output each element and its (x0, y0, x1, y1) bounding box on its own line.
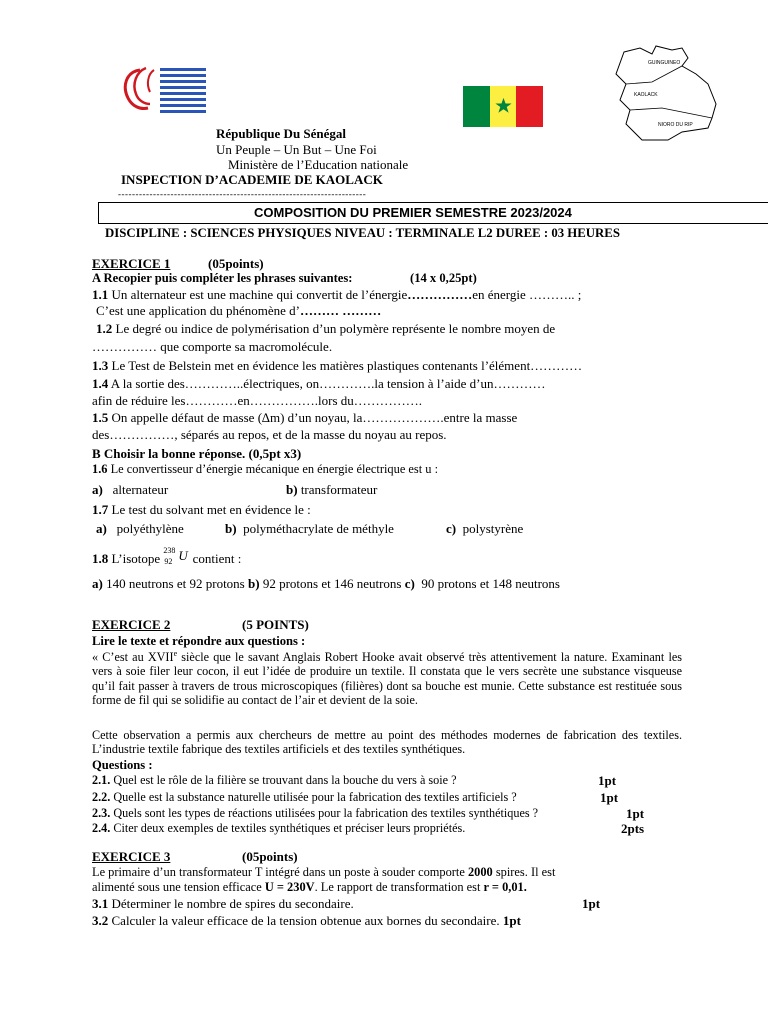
option-1-7-a (96, 521, 184, 536)
senegal-flag (463, 86, 543, 127)
exercise-3-intro-1 (92, 865, 555, 880)
question-points: 1pt (502, 913, 521, 928)
inspection-label: INSPECTION D’ACADEMIE DE KAOLACK (121, 172, 383, 187)
question-3-2 (92, 913, 521, 928)
question-1-7 (92, 502, 311, 517)
question-text: Le convertisseur d’énergie mécanique en énergie électrique est u : (110, 462, 439, 476)
question-1-2-line2: …………… que comporte sa macromolécule. (92, 339, 333, 354)
isotope-z: 92 (164, 557, 173, 566)
flag-star-icon (495, 97, 512, 114)
question-2-2 (92, 790, 517, 805)
question-number: 2.1. (92, 773, 111, 787)
map-label-nioro: NIORO DU RIP (658, 122, 693, 128)
exercise-2-instruction: Lire le texte et répondre aux questions : (92, 634, 306, 648)
option-label: a) (92, 482, 103, 497)
question-number: 1.2 (96, 321, 113, 336)
exercise-2-points: (5 POINTS) (242, 617, 309, 632)
question-1-6 (92, 462, 438, 477)
ratio-value: r = 0,01. (483, 880, 527, 894)
question-text: en énergie ……….. ; (472, 287, 582, 302)
option-label: c) (404, 576, 415, 591)
question-2-4 (92, 821, 465, 836)
blank: …………… (407, 287, 473, 302)
question-text: Calculer la valeur efficace de la tension obtenue aux bornes du secondaire. (111, 913, 500, 928)
question-number: 1.8 (92, 551, 109, 566)
question-1-1-line2 (96, 303, 381, 318)
republic-label: République Du Sénégal (216, 126, 347, 141)
exercise-1-heading: EXERCICE 1 (92, 256, 171, 271)
question-text: Quel est le rôle de la filière se trouvant dans la bouche du vers à soie ? (113, 773, 457, 787)
question-number: 1.3 (92, 358, 109, 373)
flag-green-band (463, 86, 490, 127)
ministry-logo (118, 64, 210, 114)
motto: Un Peuple – Un But – Une Foi (216, 142, 377, 157)
question-1-3 (92, 358, 582, 373)
isotope-notation (163, 546, 189, 566)
discipline-line: DISCIPLINE : SCIENCES PHYSIQUES NIVEAU : TERMINALE L2 DUREE : 03 HEURES (105, 226, 620, 240)
map-label-kaolack: KAOLACK (634, 92, 658, 98)
kaolack-region-map (612, 44, 722, 142)
option-text: 90 protons et 148 neutrons (421, 576, 560, 591)
isotope-symbol: U (178, 548, 188, 563)
question-number: 1.5 (92, 410, 109, 425)
passage-text: « C’est au XVII (92, 650, 174, 664)
reading-passage-2: Cette observation a permis aux chercheurs de mettre au point des méthodes modernes de fabrication des textiles. L’industrie textile fabrique des textiles artificiels et des textiles synthétiques. (92, 728, 682, 757)
primary-turns: 2000 (467, 865, 493, 879)
question-2-1 (92, 773, 456, 788)
option-label: a) (96, 521, 107, 536)
option-text: 92 protons et 146 neutrons (262, 576, 402, 591)
exercise-3-heading: EXERCICE 3 (92, 849, 171, 864)
option-1-6-b (286, 482, 377, 497)
question-text: On appelle défaut de masse (∆m) d’un noyau, la……………….entre la masse (111, 410, 518, 425)
option-text: polyméthacrylate de méthyle (243, 521, 394, 536)
question-number: 1.1 (92, 287, 109, 302)
intro-text: spires. Il est (492, 865, 556, 879)
question-1-4-line2: afin de réduire les…………en…………….lors du……………. (92, 393, 423, 408)
question-1-4 (92, 376, 546, 391)
isotope-mass: 238 (163, 546, 176, 555)
flag-yellow-band (490, 86, 517, 127)
exercise-2-heading: EXERCICE 2 (92, 617, 171, 632)
question-text: L’isotope (111, 551, 161, 566)
passage-text: siècle que le savant Anglais Robert Hooke avait observé très attentivement la nature. Examinant les vers à soie filer leur cocon, il eut l’idée de produire un textile. Il constata que le vers secrète une substance visqueuse qu’il fait passer à travers de trous microscopiques (filières) dont sa bouche est munie. Cette substance est restituée sous forme de fil qui se solidifie au contact de l’air et devient de la soie. (92, 650, 682, 707)
exercise-3-intro-2 (92, 880, 527, 895)
question-1-2 (96, 321, 555, 336)
flag-red-band (516, 86, 543, 127)
option-text: polystyrène (462, 521, 524, 536)
questions-label: Questions : (92, 758, 153, 772)
option-1-7-c (446, 521, 523, 536)
question-text: Déterminer le nombre de spires du secondaire. (111, 896, 354, 911)
option-label: c) (446, 521, 457, 536)
question-3-1 (92, 896, 354, 911)
question-text: Quelle est la substance naturelle utilisée pour la fabrication des textiles artificiels ? (113, 790, 517, 804)
question-number: 1.7 (92, 502, 109, 517)
question-number: 3.1 (92, 896, 109, 911)
intro-text: Le primaire d’un transformateur T intégré dans un poste à souder comporte (92, 865, 468, 879)
map-label-guinguineo: GUINGUINEO (648, 60, 681, 66)
blank: ……… ……… (299, 303, 382, 318)
question-text: Le Test de Belstein met en évidence les matières plastiques contenants l’élément………… (111, 358, 583, 373)
part-b-instruction: B Choisir la bonne réponse. (0,5pt x3) (92, 446, 302, 461)
question-number: 2.3. (92, 806, 111, 820)
question-number: 3.2 (92, 913, 109, 928)
question-2-4-points: 2pts (621, 821, 645, 836)
question-number: 2.4. (92, 821, 111, 835)
ministry-label: Ministère de l’Education nationale (228, 157, 409, 172)
option-1-6-a (92, 482, 168, 497)
voltage-value: U = 230V (264, 880, 315, 894)
question-number: 1.4 (92, 376, 109, 391)
question-number: 2.2. (92, 790, 111, 804)
option-text: transformateur (300, 482, 378, 497)
question-2-3-points: 1pt (626, 806, 645, 821)
option-text: 140 neutrons et 92 protons (106, 576, 245, 591)
question-text: Citer deux exemples de textiles synthétiques et préciser leurs propriétés. (113, 821, 466, 835)
question-3-1-points: 1pt (582, 896, 601, 911)
question-2-1-points: 1pt (598, 773, 617, 788)
option-label: b) (286, 482, 298, 497)
separator-line: ----------------------------------------------------------------------- (118, 189, 367, 199)
option-text: alternateur (112, 482, 169, 497)
option-label: b) (225, 521, 237, 536)
question-1-8 (92, 548, 241, 566)
question-1-5 (92, 410, 517, 425)
option-label: a) (92, 576, 103, 591)
question-number: 1.6 (92, 462, 108, 476)
question-1-5-line2: des……………, séparés au repos, et de la masse du noyau au repos. (92, 427, 447, 442)
option-1-7-b (225, 521, 394, 536)
question-1-1 (92, 287, 581, 302)
exercise-1-points: (05points) (208, 256, 264, 271)
passage-superscript: e (173, 648, 178, 658)
page-title: COMPOSITION DU PREMIER SEMESTRE 2023/2024 (254, 205, 572, 220)
question-text: Le test du solvant met en évidence le : (111, 502, 311, 517)
options-1-8 (92, 576, 560, 591)
question-text: Quels sont les types de réactions utilisées pour la fabrication des textiles synthétiques ? (113, 806, 539, 820)
option-text: polyéthylène (116, 521, 184, 536)
reading-passage-1 (92, 650, 682, 707)
part-a-instruction: A Recopier puis compléter les phrases suivantes: (92, 271, 353, 285)
question-2-3 (92, 806, 538, 821)
exercise-3-points: (05points) (242, 849, 298, 864)
intro-text: . Le rapport de transformation est (314, 880, 484, 894)
option-label: b) (248, 576, 260, 591)
part-a-points: (14 x 0,25pt) (410, 271, 477, 285)
question-text: Un alternateur est une machine qui convertit de l’énergie (111, 287, 408, 302)
question-2-2-points: 1pt (600, 790, 619, 805)
intro-text: alimenté sous une tension efficace (92, 880, 265, 894)
question-text: C’est une application du phénomène d’ (96, 303, 300, 318)
question-text: Le degré ou indice de polymérisation d’un polymère représente le nombre moyen de (115, 321, 556, 336)
question-text: A la sortie des…………..électriques, on………….la tension à l’aide d’un………… (110, 376, 546, 391)
question-text: contient : (192, 551, 242, 566)
